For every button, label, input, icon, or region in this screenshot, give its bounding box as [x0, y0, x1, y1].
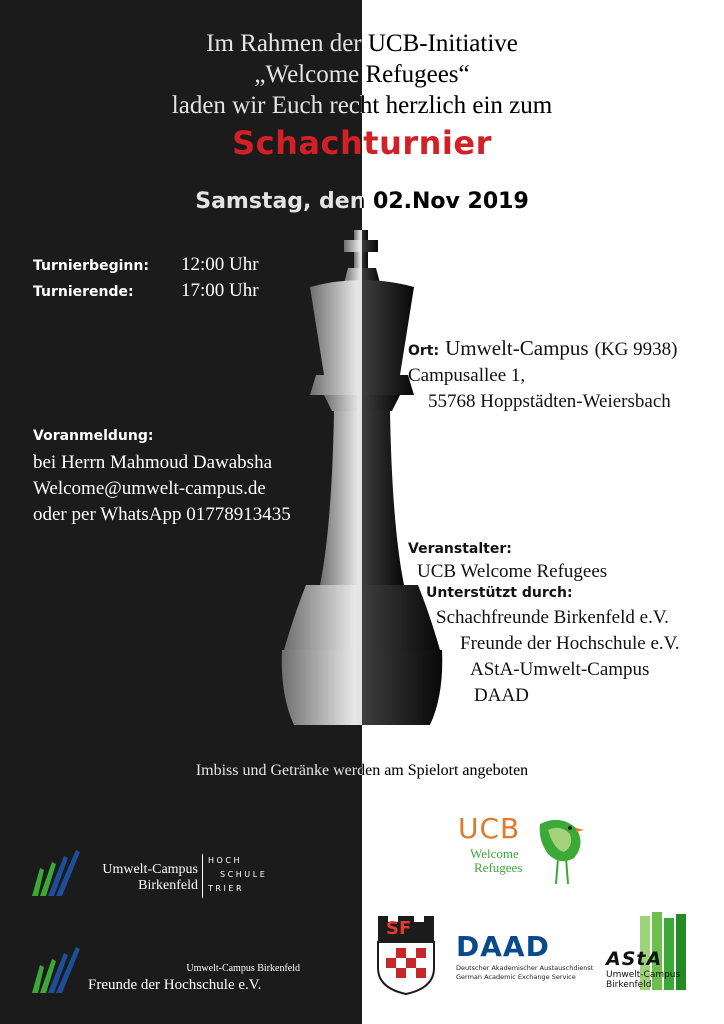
freunde-logo [30, 945, 330, 1000]
location-city: 55768 Hoppstädten-Weiersbach [428, 391, 671, 412]
location-label: Ort: [408, 343, 440, 359]
registration-whatsapp: oder per WhatsApp 01778913435 [33, 504, 291, 525]
freunde-mark-icon [30, 945, 90, 995]
support-item: Freunde der Hochschule e.V. [460, 633, 680, 654]
ucb-wr-welcome: Welcome [470, 846, 519, 861]
intro-line-1: Im Rahmen der UCB-Initiative [206, 30, 518, 57]
ucb-welcome-refugees-logo [458, 812, 598, 887]
daad-english: German Academic Exchange Service [456, 973, 576, 981]
organizer-label: Veranstalter: [408, 541, 512, 557]
asta-text: AStA [606, 948, 663, 970]
intro-line-2: „Welcome Refugees“ [254, 61, 470, 88]
freunde-top-text: Umwelt-Campus Birkenfeld [186, 963, 300, 974]
support-item: Schachfreunde Birkenfeld e.V. [436, 607, 669, 628]
registration-block [33, 428, 353, 528]
hochschule-line-3: T R I E R [208, 884, 242, 893]
support-label: Unterstützt durch: [426, 585, 573, 601]
times-block [33, 254, 293, 306]
sf-text: SF [386, 918, 412, 939]
support-item: AStA-Umwelt-Campus [470, 659, 650, 680]
support-item: DAAD [474, 685, 529, 706]
hochschule-line-2: S C H U L E [220, 870, 265, 879]
event-date: Samstag, den 02.Nov 2019 [195, 189, 529, 214]
daad-german: Deutscher Akademischer Austauschdienst [456, 964, 594, 972]
asta-logo [606, 912, 696, 997]
location-name: Umwelt-Campus [445, 336, 589, 360]
schachfreunde-logo [368, 912, 444, 996]
hochschule-line-1: H O C H [208, 856, 240, 865]
start-label: Turnierbeginn: [33, 258, 149, 274]
start-value: 12:00 Uhr [181, 254, 259, 275]
intro-text [0, 28, 724, 121]
daad-text: DAAD [456, 930, 550, 963]
umwelt-campus-logo [30, 848, 330, 903]
organizer-name: UCB Welcome Refugees [417, 561, 608, 582]
refreshments-note: Imbiss und Getränke werden am Spielort angeboten [195, 762, 529, 779]
location-code: (KG 9938) [594, 339, 678, 360]
location-block [408, 336, 724, 413]
logo-campus-city: Birkenfeld [138, 878, 198, 893]
organizer-block [408, 541, 724, 707]
umwelt-campus-mark-icon [30, 848, 90, 898]
end-value: 17:00 Uhr [181, 280, 259, 301]
registration-label: Voranmeldung: [33, 428, 154, 444]
registration-email: Welcome@umwelt-campus.de [33, 478, 266, 499]
location-street: Campusallee 1, [408, 365, 526, 386]
ucb-wr-text: UCB [458, 812, 521, 845]
daad-logo [456, 930, 602, 990]
end-label: Turnierende: [33, 284, 134, 300]
asta-campus: Umwelt-Campus [606, 970, 681, 980]
bird-icon [530, 814, 590, 886]
freunde-main-text: Freunde der Hochschule e.V. [88, 977, 262, 993]
ucb-wr-refugees: Refugees [474, 860, 523, 875]
intro-line-3: laden wir Euch recht herzlich ein zum [171, 92, 553, 119]
asta-city: Birkenfeld [606, 980, 652, 990]
registration-contact: bei Herrn Mahmoud Dawabsha [33, 452, 273, 473]
page-title: Schachturnier [232, 124, 492, 162]
logo-campus-name: Umwelt-Campus [102, 862, 198, 877]
